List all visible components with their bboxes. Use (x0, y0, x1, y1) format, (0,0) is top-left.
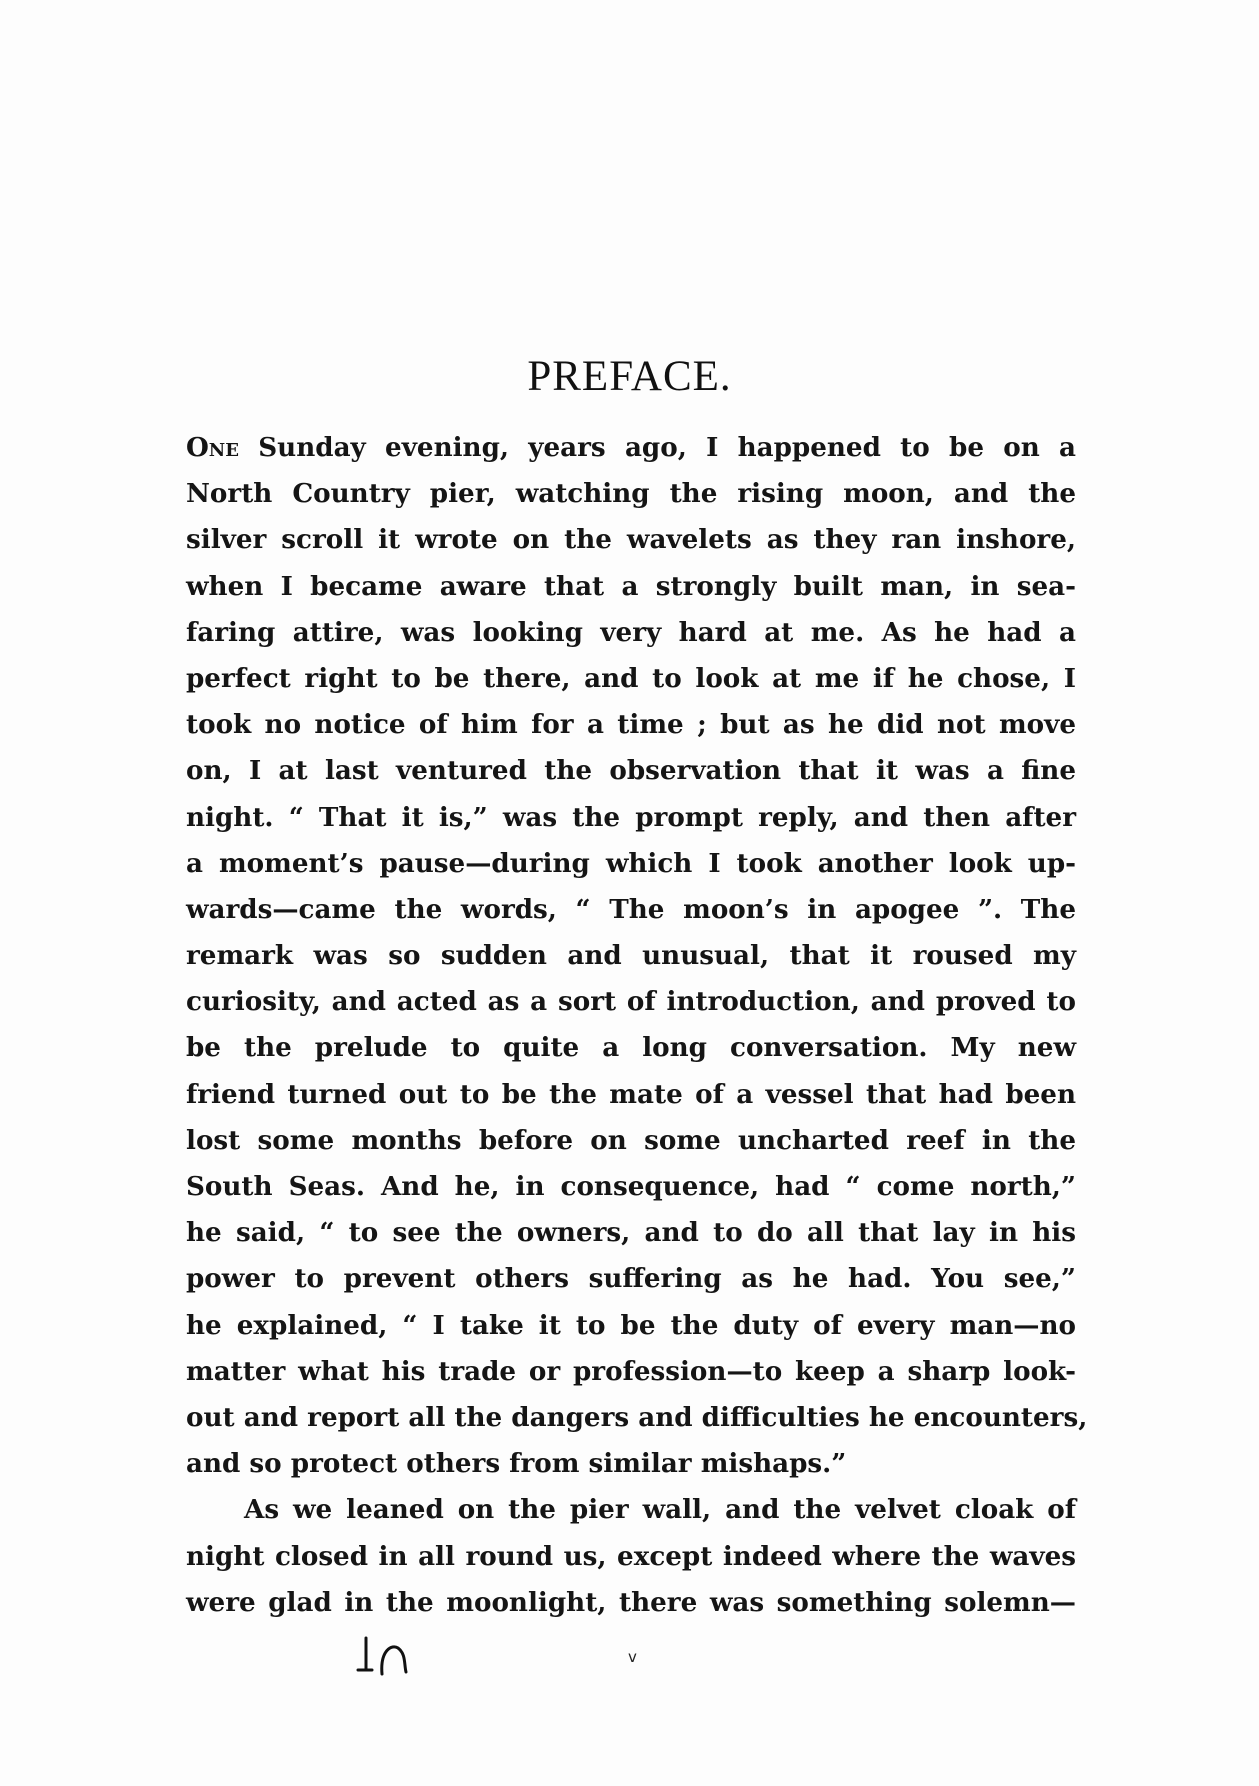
page-title: PREFACE. (527, 353, 732, 400)
text-line: were glad in the moonlight, there was something solemn— (186, 1586, 1076, 1618)
preface-body (186, 425, 1088, 1626)
text-line: be the prelude to quite a long conversation. My new (186, 1032, 1076, 1064)
text-line: matter what his trade or profession—to keep a sharp look- (186, 1355, 1076, 1387)
text-line: silver scroll it wrote on the wavelets as they ran inshore, (186, 524, 1076, 556)
text-line: night. “ That it is,” was the prompt reply, and then after (186, 801, 1076, 833)
text-line: lost some months before on some uncharted reef in the (186, 1124, 1076, 1156)
signature-letter: v (628, 1648, 637, 1666)
text-line: North Country pier, watching the rising moon, and the (186, 478, 1076, 510)
text-line: friend turned out to be the mate of a vessel that had been (186, 1078, 1076, 1110)
text-line (186, 425, 1076, 471)
text-line-content: Sunday evening, years ago, I happened to be on a (239, 432, 1076, 463)
text-line: out and report all the dangers and difficulties he encounters, (186, 1401, 1088, 1433)
text-line: and so protect others from similar mishaps.” (186, 1448, 847, 1480)
text-line: he said, “ to see the owners, and to do all that lay in his (186, 1217, 1076, 1249)
text-line: night closed in all round us, except indeed where the waves (186, 1540, 1076, 1572)
text-line: South Seas. And he, in consequence, had “ come north,” (186, 1171, 1076, 1202)
handwritten-page-mark (352, 1630, 422, 1680)
text-line: he explained, “ I take it to be the duty of every man—no (186, 1309, 1076, 1341)
text-line: As we leaned on the pier wall, and the velvet cloak of (244, 1494, 1076, 1526)
text-line: perfect right to be there, and to look at me if he chose, I (186, 662, 1076, 694)
text-line: faring attire, was looking very hard at me. As he had a (186, 616, 1076, 648)
text-line: remark was so sudden and unusual, that it roused my (186, 940, 1076, 972)
text-line: power to prevent others suffering as he had. You see,” (186, 1263, 1076, 1295)
text-line: took no notice of him for a time ; but as he did not move (186, 709, 1076, 741)
text-line: curiosity, and acted as a sort of introduction, and proved to (186, 986, 1076, 1018)
text-line: a moment’s pause—during which I took another look up- (186, 847, 1076, 879)
text-line: wards—came the words, “ The moon’s in apogee ”. The (186, 893, 1076, 925)
text-line: when I became aware that a strongly built man, in sea- (186, 570, 1076, 602)
text-line: on, I at last ventured the observation that it was a fine (186, 755, 1076, 787)
lead-word: One (186, 432, 239, 463)
